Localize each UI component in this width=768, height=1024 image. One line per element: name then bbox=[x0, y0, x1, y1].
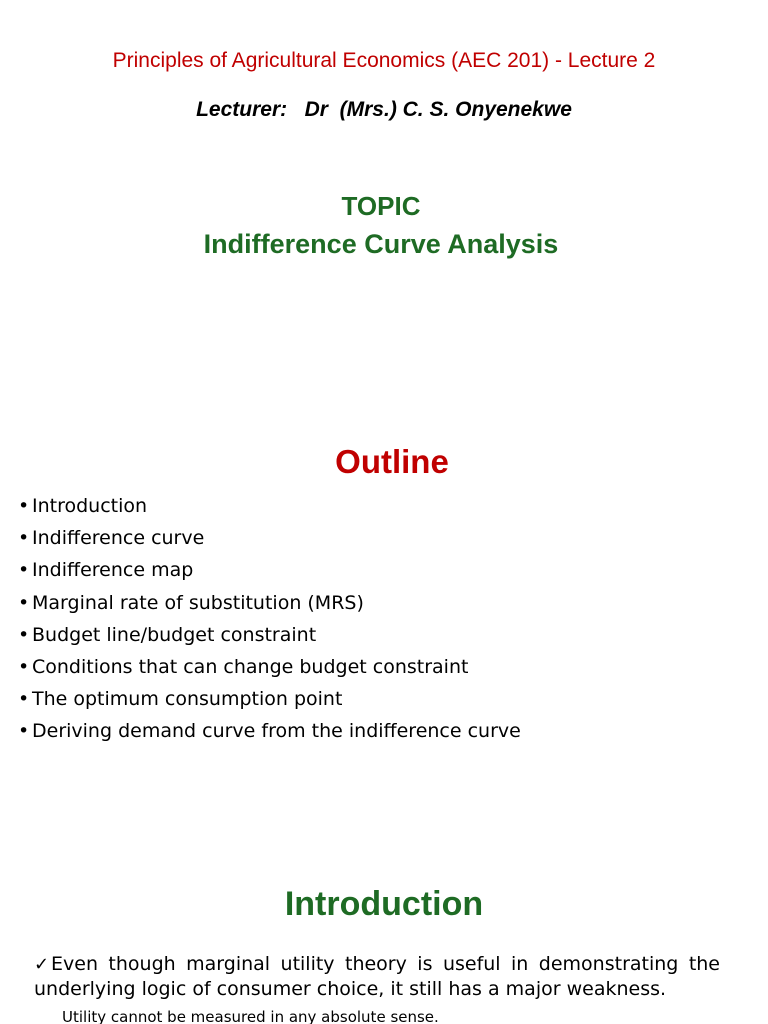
introduction-paragraph bbox=[34, 952, 720, 1002]
outline-item bbox=[18, 587, 521, 619]
outline-item bbox=[18, 651, 521, 683]
outline-item bbox=[18, 715, 521, 747]
bullet-icon: • bbox=[18, 527, 30, 550]
outline-item bbox=[18, 554, 521, 586]
introduction-text: Even though marginal utility theory is useful in demonstrating the underlying logic of consumer choice, it still has a major weakness. bbox=[34, 953, 720, 1000]
outline-heading: Outline bbox=[335, 443, 449, 480]
lecturer-name: Lecturer: Dr (Mrs.) C. S. Onyenekwe bbox=[196, 98, 572, 121]
outline-item bbox=[18, 522, 521, 554]
outline-item-label: Budget line/budget constraint bbox=[32, 623, 317, 646]
outline-item-label: Indifference curve bbox=[32, 527, 205, 550]
outline-item bbox=[18, 490, 521, 522]
outline-item bbox=[18, 619, 521, 651]
outline-item-label: Marginal rate of substitution (MRS) bbox=[32, 591, 364, 614]
topic-label: TOPIC bbox=[341, 191, 421, 221]
bullet-icon: • bbox=[18, 688, 30, 711]
introduction-heading: Introduction bbox=[284, 885, 484, 923]
bullet-icon: • bbox=[18, 720, 30, 743]
bullet-icon: • bbox=[18, 559, 30, 582]
outline-list bbox=[18, 490, 521, 748]
course-title: Principles of Agricultural Economics (AEC 201) - Lecture 2 bbox=[112, 49, 656, 72]
introduction-sub-point: Utility cannot be measured in any absolute sense. bbox=[62, 1008, 439, 1024]
bullet-icon: • bbox=[18, 495, 30, 517]
topic-title: Indifference Curve Analysis bbox=[203, 229, 559, 259]
outline-item-label: The optimum consumption point bbox=[32, 688, 343, 711]
outline-item-label: Deriving demand curve from the indifference curve bbox=[32, 720, 521, 743]
outline-item-label: Introduction bbox=[32, 495, 148, 517]
bullet-icon: • bbox=[18, 655, 30, 678]
outline-item bbox=[18, 683, 521, 715]
outline-item-label: Conditions that can change budget constraint bbox=[32, 655, 469, 678]
outline-item-label: Indifference map bbox=[32, 559, 194, 582]
bullet-icon: • bbox=[18, 623, 30, 646]
checkmark-icon: ✓ bbox=[34, 954, 50, 975]
bullet-icon: • bbox=[18, 591, 30, 614]
